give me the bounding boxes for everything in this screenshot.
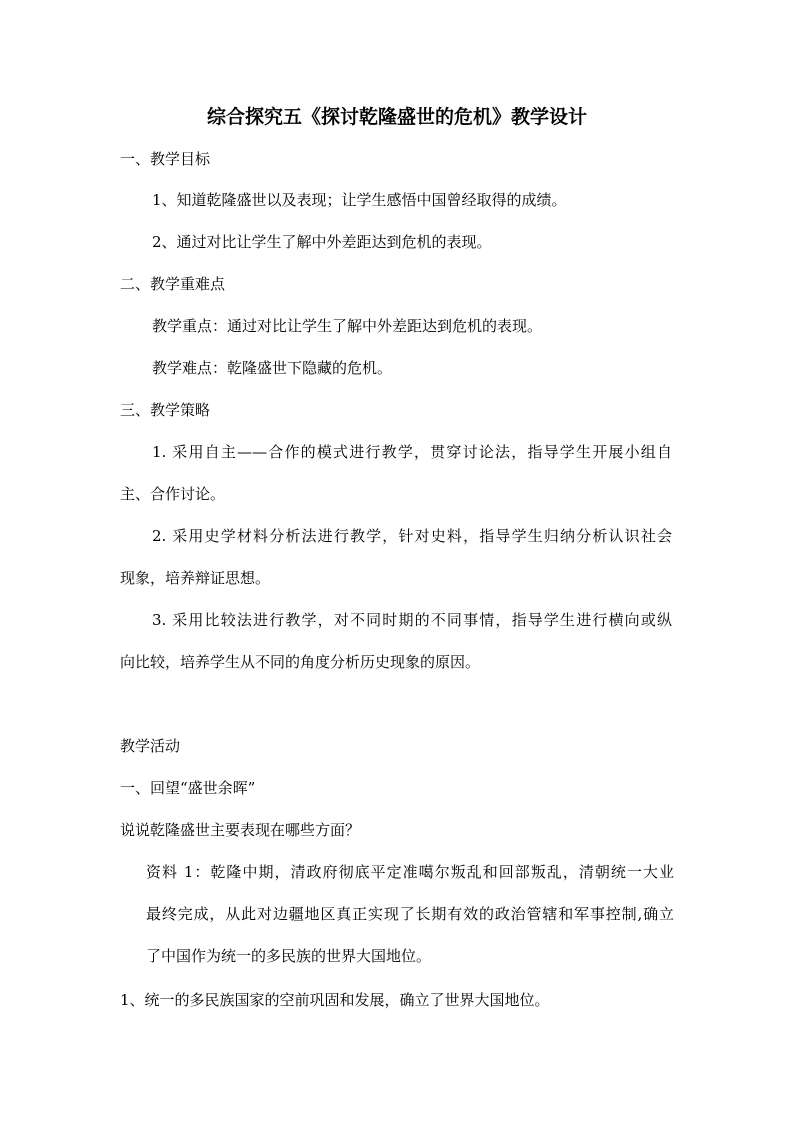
document-title: 综合探究五《探讨乾隆盛世的危机》教学设计: [206, 106, 587, 128]
activity-1-question: 说说乾隆盛世主要表现在哪些方面？: [120, 821, 361, 839]
strategy-item-3-line-1: 3. 采用比较法进行教学，对不同时期的不同事情，指导学生进行横向或纵: [152, 611, 672, 629]
strategy-item-2-line-2: 现象，培养辩证思想。: [120, 569, 271, 587]
material-1-line-1: 资料 1：乾隆中期，清政府彻底平定准噶尔叛乱和回部叛乱，清朝统一大业: [146, 863, 674, 881]
strategy-item-1-line-2: 主、合作讨论。: [120, 485, 226, 503]
goal-item-2: 2、通过对比让学生了解中外差距达到危机的表现。: [152, 233, 492, 251]
activity-1-heading: 一、回望“盛世余晖”: [120, 779, 256, 797]
material-1-line-3: 了中国作为统一的多民族的世界大国地位。: [146, 947, 432, 965]
difficult-point: 教学难点：乾隆盛世下隐藏的危机。: [152, 359, 393, 377]
strategy-heading: 三、教学策略: [120, 401, 211, 419]
goal-item-1: 1、知道乾隆盛世以及表现；让学生感悟中国曾经取得的成绩。: [152, 191, 567, 209]
key-point: 教学重点：通过对比让学生了解中外差距达到危机的表现。: [152, 317, 543, 335]
key-points-heading: 二、教学重难点: [120, 275, 226, 293]
strategy-item-3-line-2: 向比较，培养学生从不同的角度分析历史现象的原因。: [120, 653, 481, 671]
conclusion-1: 1、统一的多民族国家的空前巩固和发展，确立了世界大国地位。: [120, 991, 550, 1009]
activities-heading: 教学活动: [120, 737, 181, 755]
goals-heading: 一、教学目标: [120, 150, 211, 168]
strategy-item-2-line-1: 2. 采用史学材料分析法进行教学，针对史料，指导学生归纳分析认识社会: [152, 527, 672, 545]
strategy-item-1-line-1: 1. 采用自主——合作的模式进行教学，贯穿讨论法，指导学生开展小组自: [152, 443, 672, 461]
material-1-line-2: 最终完成，从此对边疆地区真正实现了长期有效的政治管辖和军事控制,确立: [146, 905, 674, 923]
